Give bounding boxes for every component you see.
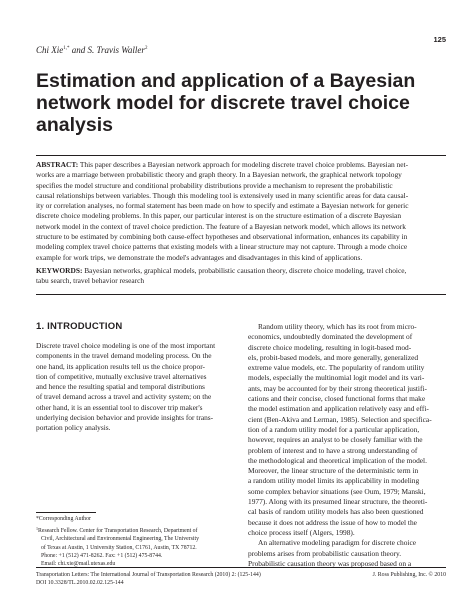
body-line: cations and their concise, closed functional forms that make: [248, 394, 426, 404]
body-line: problems arises from probabilistic causation theory.: [248, 548, 402, 558]
footnote-rule: [36, 512, 96, 513]
abstract-line: causal relationships between variables. Though this modeling tool is extensively used in many scientific areas for data causal-: [36, 190, 409, 200]
body-line: 1977). Along with its presumed linear structure, the theoreti-: [248, 497, 428, 507]
body-line: and hence the resulting spatial and temporal distributions: [36, 382, 205, 392]
body-line: underlying decision behavior and provide insights for trans-: [36, 413, 214, 423]
footnote-1: $^1$Research Fellow. Center for Transportation Research, Department of Civil, Architectural and Environmental Engineering, The University of Texas at Austin, 1 University Station, C1761, Austin, TX 78712. Phone: +1 (512) 471-8262. Fax: +1 (512) 475-8744. Email: chi.xie@mail.utexas.edu: [36, 526, 199, 568]
body-line: tion of a random utility model for a particular application,: [248, 424, 420, 434]
abstract-line: ABSTRACT: This paper describes a Bayesian network approach for modeling discrete travel choice problems. Bayesian net-: [36, 160, 409, 169]
author-connector: and: [69, 45, 88, 55]
footnote-mark: 1: [36, 526, 38, 531]
body-line: components in the travel demand modeling process. On the: [36, 351, 212, 361]
keywords-line: tabu search, travel behavior research: [36, 276, 145, 286]
doi-text: DOI 10.3328/TL.2010.02.02.125-144: [36, 580, 124, 587]
keywords-line: KEYWORDS: Bayesian networks, graphical models, probabilistic causation theory, discrete choice modeling, travel choice,: [36, 266, 407, 275]
introduction-left-column: [36, 341, 234, 434]
body-line: cient (Ben-Akiva and Lerman, 1985). Selection and specifica-: [248, 414, 432, 424]
abstract-line: specifies the model structure and conditional probability distributions provide a mechanism to represent the probabilistic: [36, 180, 393, 190]
section-heading: 1. INTRODUCTION: [36, 321, 123, 332]
paper-title: [36, 70, 446, 136]
abstract-line: modeling complex travel choice patterns that existing models with a linear structure may not capture. Through a mode choice: [36, 242, 408, 252]
body-line: one hand, its application results tell us the choice propor-: [36, 361, 205, 371]
body-line: choice process itself (Algers, 1998).: [248, 527, 355, 537]
author-2-marks: 2: [144, 46, 148, 51]
body-line: discrete choice modeling, resulting in logit-based mod-: [248, 342, 412, 352]
author-name-1: Chi Xie: [36, 45, 64, 55]
body-line: extreme value models, etc. The popularity of random utility: [248, 363, 425, 373]
abstract-line: example for work trips, we demonstrate the model's advantages and disadvantages in this kind of applications.: [36, 252, 363, 262]
keywords: [36, 266, 446, 287]
journal-citation-text: Transportation Letters: The International Journal of Transportation Research (2010) 2: (125-144): [36, 572, 261, 578]
body-line: however, requires an analyst to be closely familiar with the: [248, 435, 423, 445]
body-line: Discrete travel choice modeling is one of the most important: [36, 341, 216, 350]
introduction-right-column: [248, 322, 446, 569]
title-line: network model for discrete travel choice: [36, 92, 410, 114]
title-line: Estimation and application of a Bayesian: [36, 70, 416, 92]
body-line: economics, undoubtedly dominated the development of: [248, 332, 413, 342]
body-line: other hand, it is an essential tool to discover trip maker's: [36, 402, 203, 412]
body-line: of travel demand across a travel and activity system; on the: [36, 392, 212, 402]
abstract-top-rule: [36, 155, 446, 156]
body-line: An alternative modeling paradigm for discrete choice: [258, 538, 417, 548]
abstract-bottom-rule: [36, 294, 446, 295]
abstract-label: ABSTRACT:: [36, 160, 79, 169]
body-line: the model estimation and application relatively easy and effi-: [248, 404, 429, 414]
author-1-marks: 1,*: [63, 46, 70, 51]
body-line: the methodological and theoretical implication of the model.: [248, 455, 427, 465]
body-line: els, probit-based models, and more generally, generalized: [248, 352, 419, 362]
body-line: tion of competitive, mutually exclusive travel alternatives: [36, 371, 207, 381]
journal-citation: [36, 571, 261, 588]
body-line: Random utility theory, which has its root from micro-: [258, 322, 417, 331]
abstract-line: structure to be estimated by combining both cause-effect hypotheses and observational information, enhances its capability in: [36, 232, 408, 242]
page-footer-rule: [36, 567, 446, 568]
page-number: 125: [433, 35, 446, 44]
author-name-2: S. Travis Waller: [87, 45, 145, 55]
footnote-corresponding: *Corresponding Author: [36, 516, 91, 522]
body-line: Moreover, the linear structure of the deterministic term in: [248, 466, 419, 476]
abstract-line: discrete choice modeling problems. In this paper, our particular interest is on the structure estimation of a discrete Bayesian: [36, 211, 402, 221]
abstract-line: network model in the context of travel choice prediction. The feature of a Bayesian network model, which allows its network: [36, 221, 406, 231]
body-line: portation policy analysis.: [36, 423, 111, 433]
publisher-text: J. Ross Publishing, Inc. © 2010: [372, 572, 446, 578]
body-line: models, especially the multinomial logit model and its vari-: [248, 373, 425, 383]
author-byline: [36, 45, 147, 55]
body-line: problem of interest and to have a strong understanding of: [248, 445, 418, 455]
abstract: [36, 160, 446, 263]
keywords-label: KEYWORDS:: [36, 266, 83, 275]
body-line: because it does not address the issue of how to model the: [248, 517, 417, 527]
abstract-line: works are a marriage between probabilistic theory and graph theory. In a Bayesian network, the graphical network topology: [36, 170, 402, 180]
body-line: some complex behavior situations (see Oum, 1979; Manski,: [248, 486, 426, 496]
abstract-line: ity or correlation analyses, no formal statement has been made on how to specify and estimate a Bayesian network for generic: [36, 201, 409, 211]
body-line: a random utility model limits its applicability in modeling: [248, 476, 420, 486]
title-line: analysis: [36, 114, 113, 136]
body-line: ants, may be accounted for by their strong theoretical justifi-: [248, 383, 427, 393]
body-line: cal basis of random utility models has also been questioned: [248, 507, 424, 517]
body-line: Probabilistic causation theory was proposed based on a: [248, 558, 412, 568]
